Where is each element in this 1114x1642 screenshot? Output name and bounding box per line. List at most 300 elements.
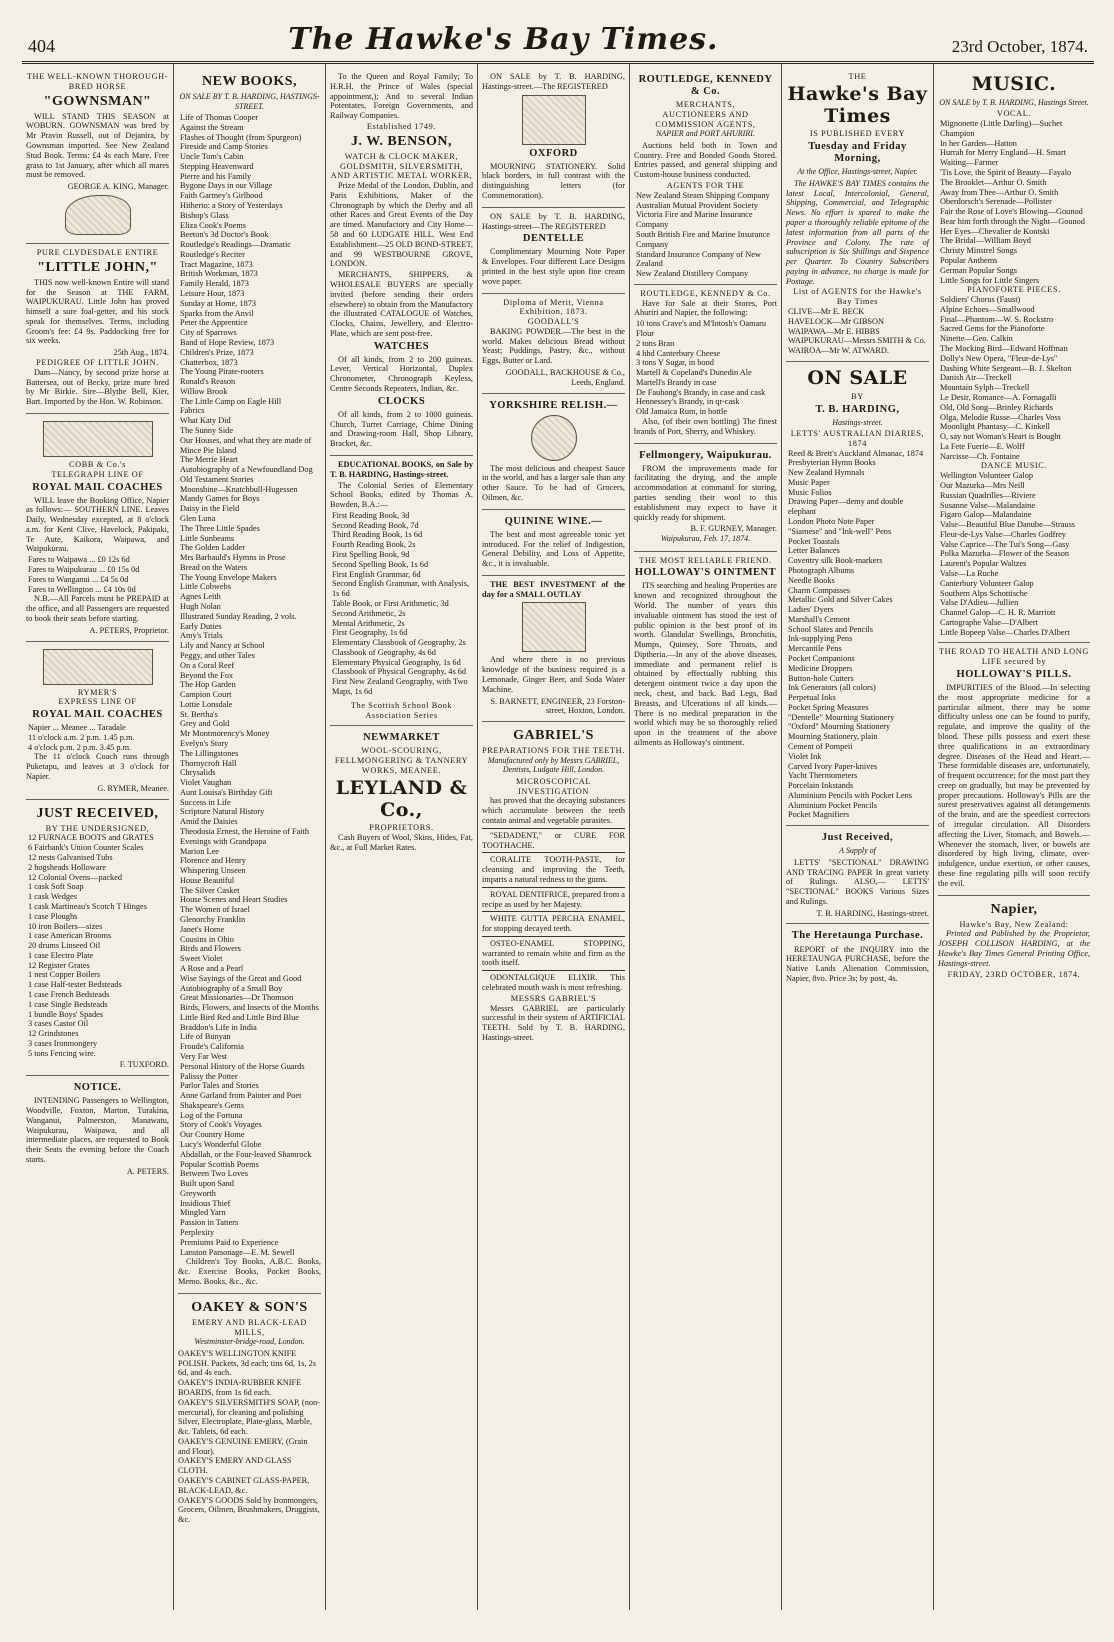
- book-title: Lucy's Wonderful Globe: [180, 1140, 262, 1149]
- gabriel-teeth-ad: [482, 722, 625, 1049]
- cobb-body: WILL leave the Booking Office, Napier as follows:— SOUTHERN LINE. Leaves Daily, Wednesday excepted, at 8 o'clock a.m. for Kent Clive, Havelock, Pakipaki, Te Aute, Kaikora, Waipawa, and Waipukurau.: [26, 495, 169, 554]
- book-title: British Workman, 1873: [180, 269, 258, 279]
- rymer-heading: RYMER'S: [77, 687, 118, 697]
- diploma-line: Diploma of Merit, Vienna Exhibition, 1873.: [503, 297, 604, 317]
- stationery-item: Porcelain Inkstands: [788, 781, 854, 791]
- education-book: Elementary Classbook of Geography, 2s: [332, 638, 466, 648]
- book-title: Ronald's Reason: [180, 377, 236, 387]
- agency-item: South British Fire and Marine Insurance Company: [636, 229, 770, 249]
- received-items: [26, 833, 169, 1058]
- book-title: Chrysalids: [180, 768, 216, 778]
- stationery-item: "Siamese" and "Ink-well" Pens: [788, 526, 892, 536]
- book-title: A Rose and a Pearl: [180, 963, 244, 973]
- little-john-heading: PURE CLYDESDALE ENTIRE: [36, 247, 159, 257]
- received-item: 3 cases Ironmongery: [28, 1038, 98, 1048]
- fellmongery-date: Waipukurau, Feb. 17, 1874.: [660, 534, 751, 544]
- book-title: Sunday at Home, 1873: [180, 298, 257, 308]
- routledge-ad: [634, 68, 777, 285]
- pills-body: IMPURITIES of the Blood.—In selecting the most appropriate medicine for a particular ailment, there may be some difficulty unless one can be found to purify, regulate, and improve the quality of the blood. These pills possess and exert these three qualifications in an extraordinary degree. Diseases of the Head and Heart.—These formidable diseases are, unfortunately, of frequent occurrence; for the most part they creep on gradually, but may be prevented by proper precautions. Holloway's Pills are the surest preservatives against all derangements of the brain, and are the speediest correctors of irregular circulation. All Disorders affecting the Liver, Stomach, and Bowels.—Whenever the stomach, liver, or bowels are disordered by high living, climate, over-indulgence, undue exertion, or other causes, these fine regulating pills will soon rectify the evil.: [938, 683, 1090, 888]
- received-item: 1 case Ploughs: [28, 911, 78, 921]
- dance-list: [938, 471, 1090, 637]
- book-title: Wise Sayings of the Great and Good: [180, 973, 302, 983]
- gutta-item: WHITE GUTTA PERCHA ENAMEL, for stopping decayed teeth.: [482, 914, 625, 934]
- gownsman-name: "GOWNSMAN": [43, 93, 152, 109]
- oakey-product: OAKEY'S INDIA-RUBBER KNIFE BOARDS, from 1s 6d each.: [178, 1378, 302, 1397]
- oakey-product: OAKEY'S SILVERSMITH'S SOAP, (non-mercurial), for cleaning and polishing Silver, Electroplate, Plate-glass, Marble, &c. Tablets, 6d each.: [178, 1397, 320, 1437]
- fellmongery-body: FROM the improvements made for facilitating the drying, and the ample accommodation at command for storing, parties sending their wool to this establishment may expect to have it quickly ready for shipment.: [634, 463, 777, 522]
- holloway-pre: THE MOST RELIABLE FRIEND.: [639, 555, 772, 565]
- book-title: What Katy Did: [180, 416, 231, 426]
- column-5: [630, 64, 782, 1610]
- sale-heading: ROUTLEDGE, KENNEDY & Co.: [640, 288, 771, 298]
- imprint-date: FRIDAY, 23RD OCTOBER, 1874.: [947, 969, 1081, 979]
- book-title: Premiums Paid to Experience: [180, 1237, 279, 1247]
- book-title: Bygone Days in our Village: [180, 181, 273, 191]
- received-item: 20 drums Linseed Oil: [28, 941, 101, 951]
- book-title: Daisy in the Field: [180, 504, 240, 514]
- sale-item: De Fauhong's Brandy, in case and cask: [636, 387, 766, 397]
- cobb-note: N.B.—All Parcels must be PREPAID at the office, and all Passengers are requested to book their seats before starting.: [26, 594, 169, 623]
- piano-piece: Ninette—Geo. Calkin: [940, 334, 1013, 344]
- dance-piece: Figaro Galop—Malandaine: [940, 510, 1032, 520]
- books-list: [178, 113, 321, 1257]
- ginger-heading: THE BEST INVESTMENT of the day for a SMALL OUTLAY: [482, 579, 625, 599]
- piano-piece: Soldiers' Chorus (Faust): [940, 295, 1021, 305]
- oakey-product: OAKEY'S WELLINGTON KNIFE POLISH. Packets, 3d each; tins 6d, 1s, 2s 6d, and 4s each.: [178, 1348, 317, 1378]
- dentelle-name: DENTELLE: [522, 233, 585, 245]
- educational-books-ad: [330, 456, 473, 726]
- stationery-item: Aluminium Pencils with Pocket Lens: [788, 790, 912, 800]
- education-book: Second Spelling Book, 1s 6d: [332, 559, 429, 569]
- piano-list: [938, 295, 1090, 461]
- cobb-coaches-ad: [26, 414, 169, 642]
- dance-piece: Southern Alps Schottische: [940, 588, 1028, 598]
- book-title: Amid the Daisies: [180, 817, 238, 827]
- stationery-item: Music Folios: [788, 487, 832, 497]
- quinine-wine-ad: [482, 510, 625, 576]
- book-title: Life of Thomas Cooper: [180, 112, 258, 122]
- education-book: Second Arithmetic, 2s: [332, 608, 406, 618]
- sale-item: Martell's Brandy in case: [636, 377, 717, 387]
- book-title: Little Cobwebs: [180, 582, 231, 592]
- stationery-item: Pocket Spring Measures: [788, 702, 869, 712]
- agency-list: [634, 191, 777, 279]
- book-title: Against the Stream: [180, 122, 244, 132]
- agent-item: WAIPAWA—Mr E. HIBBS: [788, 326, 880, 336]
- sale-body: Have for Sale at their Stores, Port Ahuriri and Napier, the following:: [634, 298, 777, 318]
- goodall-signature: GOODALL, BACKHOUSE & Co., Leeds, England.: [505, 367, 625, 387]
- timetable-row: 11 o'clock a.m. 2 p.m. 1.45 p.m.: [28, 732, 135, 742]
- notice-heading: NOTICE.: [73, 1082, 122, 1094]
- sale-item: Hennessey's Brandy, in qr-cask: [636, 397, 740, 407]
- piano-piece: La Fete Fuerie—E. Wolff: [940, 441, 1025, 451]
- education-book: First Geography, 1s 6d: [332, 628, 408, 638]
- letts-items: [786, 449, 929, 821]
- book-title: House Beautiful: [180, 875, 235, 885]
- book-title: Marion Lee: [180, 846, 219, 856]
- book-title: Birds, Flowers, and Insects of the Months: [180, 1003, 319, 1013]
- routledge-address: NAPIER and PORT AHURIRI.: [656, 129, 755, 139]
- book-title: Mince Pie Island: [180, 445, 237, 455]
- stationery-item: Metallic Gold and Silver Cakes: [788, 595, 893, 605]
- book-title: Uncle Tom's Cabin: [180, 152, 244, 162]
- paper-body: The HAWKE'S BAY TIMES contains the latest Local, Intercolonial, General, Shipping, Commercial, and Telegraphic News. No effort is spared to make the paper a thoroughly reliable epitome of the latest information from all parts of the Province and Colony. The rate of subscription is Six Shillings and Sixpence per Quarter. To Country Subscribers paying in advance, no charge is made for Postage.: [786, 178, 929, 286]
- book-title: The Sunny Side: [180, 425, 234, 435]
- book-title: Glenorchy Franklin: [180, 915, 246, 925]
- book-title: Evelyn's Story: [180, 738, 229, 748]
- book-title: Lottie Lonsdale: [180, 699, 233, 709]
- piano-piece: Le Desir, Romance—A. Fornagalli: [940, 392, 1057, 402]
- timetable-row: 4 o'clock p.m. 2 p.m. 3.45 p.m.: [28, 742, 132, 752]
- sale-item: Martell & Copeland's Dunedin Ale: [636, 368, 752, 378]
- agency-item: Standard Insurance Company of New Zealand: [636, 249, 761, 269]
- agent-item: WAIROA—Mr W. ATWARD.: [788, 346, 889, 356]
- received-item: 1 cask Wedges: [28, 892, 77, 902]
- sedadent-item: "SEDADENT," or CURE FOR TOOTHACHE.: [482, 830, 625, 850]
- piano-piece: Moonlight Phantasy—C. Kinkell: [940, 422, 1050, 432]
- soda-machine-ad: [482, 576, 625, 722]
- book-title: Cousins in Ohio: [180, 934, 234, 944]
- oakey-product: OAKEY'S GOODS Sold by Ironmongers, Grocers, Oilmen, Brushmakers, Druggists, &c.: [178, 1495, 320, 1525]
- rymer-note: The 11 o'clock Coach runs through Puketapu, and leaves at 3 o'clock for Napier.: [26, 752, 169, 782]
- received-item: 1 case Half-tester Bedsteads: [28, 980, 122, 990]
- book-title: Autobiography of a Small Boy: [180, 983, 283, 993]
- dentelle-heading: ON SALE by T. B. HARDING, Hastings-street—The REGISTERED: [482, 211, 625, 231]
- barnett-signature: S. BARNETT, ENGINEER, 23 Forston-street, Hoxton, London.: [490, 696, 625, 716]
- column-4: [478, 64, 630, 1610]
- imprint-heading: Napier,: [990, 901, 1038, 917]
- book-title: Leisure Hour, 1873: [180, 289, 245, 299]
- stationery-item: Ink Generators (all colors): [788, 683, 876, 693]
- stationery-item: Button-hole Cutters: [788, 673, 854, 683]
- vocal-piece: Mignonette (Little Darling)—Suchet Champion: [940, 119, 1063, 138]
- little-john-name: "LITTLE JOHN,": [37, 259, 158, 275]
- notice-signature: A. PETERS.: [126, 1166, 169, 1176]
- dance-piece: Valse—Beautiful Blue Danube—Strauss: [940, 520, 1076, 530]
- rymer-timetable: [26, 723, 169, 752]
- imprint-sub: Hawke's Bay, New Zealand:: [959, 919, 1069, 929]
- little-john-date: 25th Aug., 1874.: [113, 348, 169, 358]
- book-title: Birds and Flowers: [180, 944, 241, 954]
- received-item: 1 case American Brooms: [28, 931, 112, 941]
- book-title: Mingled Yarn: [180, 1208, 226, 1218]
- book-title: Old Testament Stories: [180, 474, 254, 484]
- book-title: Very Far West: [180, 1051, 228, 1061]
- goodall-baking-ad: [482, 294, 625, 394]
- pills-pre: THE ROAD TO HEALTH AND LONG LIFE secured by: [939, 647, 1089, 667]
- dance-piece: Laurent's Popular Waltzes: [940, 559, 1027, 569]
- newmarket-sub: WOOL-SCOURING, FELLMONGERING & TANNERY WORKS, MEANEE.: [334, 746, 469, 775]
- piano-heading: PIANOFORTE PIECES.: [967, 285, 1061, 295]
- stationery-item: Charm Compasses: [788, 585, 850, 595]
- book-title: Sparks from the Anvil: [180, 308, 254, 318]
- pills-heading: HOLLOWAY'S PILLS.: [956, 669, 1072, 681]
- heretaunga-body: REPORT of the INQUIRY into the HERETAUNGA PURCHASE, before the Native Lands Alienation Commission, Napier, 8vo. Price 3s; by post, 4s.: [786, 944, 929, 983]
- vocal-piece: Oberdorsch's Serenade—Pollister: [940, 197, 1052, 207]
- pedigree-body: Dam—Nancy, by second prize horse at Battersea, out of Becky, prize mare bred by Mr Birkie. Sire—Blythe Bell, Kier, Bart. Imported by the Hon. W. Robinson.: [26, 367, 169, 407]
- book-title: Florence and Henry: [180, 856, 246, 866]
- fare-line: Fares to Wellington ... £4 10s 0d: [28, 584, 136, 594]
- benson-body: Prize Medal of the London, Dublin, and Paris Exhibitions, Maker of the Chronograph by which the Derby and all other Races and Great Events of the Day are timed. Manufactory and City Home—58 and 60 LUDGATE HILL. West End Establishment—25 OLD BOND-STREET, and 99 WESTBOURNE GROVE, LONDON.: [330, 181, 473, 269]
- book-title: Peggy, and other Tales: [180, 650, 255, 660]
- book-title: Thornycroft Hall: [180, 758, 237, 768]
- fare-line: Fares to Wanganui ... £4 5s 0d: [28, 574, 129, 584]
- column-7: [934, 64, 1094, 1610]
- book-title: The Lillingstones: [180, 748, 239, 758]
- book-title: Grey and Gold: [180, 719, 230, 729]
- stationery-item: Pocket Toastals: [788, 536, 840, 546]
- micro-body: has proved that the decaying substances which accumulate between the teeth contain animal and vegetable parasites.: [482, 796, 625, 826]
- holloway-body: ITS searching and healing Properties are known and recognized throughout the World. The number of years this invaluable ointment has stood the test of public opinion is the best proof of its worth. Glandular Swellings, Bronchitis, Mumps, Quinsey, Sore Throats, and Diptheria.—In any of the above diseases, immediate and permanent relief is obtained by effectually rubbing this detergent ointment twice a day upon the neck, chest, and back. Bad Legs, Bad Breasts, and Ulcerations of all kinds.—There is no medical preparation in the world which may be so thoroughly relied upon in the treatment of the above ailments as Holloway's ointment.: [634, 581, 777, 747]
- stationery-item: London Photo Note Paper: [788, 517, 875, 527]
- coralite-item: CORALITE TOOTH-PASTE, for cleansing and improving the Teeth, imparts a natural redness to the gums.: [482, 855, 625, 884]
- vocal-piece: German Popular Songs: [940, 265, 1017, 275]
- piano-piece: Danish Air—Treckell: [940, 373, 1012, 383]
- stationery-item: "Dentelle" Mourning Stationery: [788, 712, 895, 722]
- new-books-ad: [178, 68, 321, 1294]
- stationery-item: "Oxford" Mourning Stationery: [788, 722, 891, 732]
- agency-item: New Zealand Steam Shipping Company: [636, 190, 770, 200]
- piano-piece: O, say not Woman's Heart is Bought: [940, 432, 1061, 442]
- column-3: [326, 64, 478, 1610]
- stationery-item: New Zealand Hymnals: [788, 468, 865, 478]
- book-title: Shakspeare's Gems: [180, 1100, 244, 1110]
- gownsman-body: WILL STAND THIS SEASON at WOBURN. GOWNSMAN was bred by Mr Pravin Russell, out of Dejanira, by Gownsman imported. See New Zealand Stud Book. Terms: £4 4s each Mare. Free grass to 1st January, after which all mares must be removed.: [26, 111, 169, 180]
- book-title: Flashes of Thought (from Spurgeon): [180, 132, 302, 142]
- fellmongery-heading: Fellmongery, Waipukurau.: [639, 449, 772, 461]
- education-body: The Colonial Series of Elementary School Books, edited by Thomas A. Bowden, B.A.:—: [330, 480, 473, 510]
- notice-ad: [26, 1076, 169, 1181]
- book-title: The Women of Israel: [180, 905, 250, 915]
- dance-piece: Wellington Volunteer Galop: [940, 471, 1034, 481]
- book-title: Willow Brook: [180, 386, 228, 396]
- cobb-signature: A. PETERS, Proprietor.: [89, 625, 169, 635]
- fare-line: Fares to Waipawa ... £0 12s 6d: [28, 555, 130, 565]
- book-title: Great Missionaries—Dr Thomson: [180, 993, 294, 1003]
- book-title: Moonshine—Knatchbull-Hugessen: [180, 484, 298, 494]
- stationery-item: Cement of Pompeii: [788, 742, 853, 751]
- stationery-item: Drawing Paper—demy and double elephant: [788, 497, 904, 517]
- oxford-name: OXFORD: [529, 147, 578, 159]
- received-item: 12 FURNACE BOOTS and GRATES: [28, 833, 154, 843]
- book-title: Mr Montmorency's Money: [180, 729, 270, 739]
- piano-piece: Old, Old Song—Brinley Richards: [940, 402, 1053, 412]
- book-title: The Little Camp on Eagle Hill: [180, 396, 282, 406]
- vocal-heading: VOCAL.: [996, 109, 1032, 119]
- sale-item: 3 tons Y Sugar, in bond: [636, 358, 714, 368]
- page-number: 404: [28, 36, 55, 56]
- envelope-engraving-icon: [522, 95, 586, 145]
- oakey-ad: [178, 1294, 321, 1530]
- osteo-item: OSTEO-ENAMEL STOPPING, warranted to remain white and firm as the tooth itself.: [482, 938, 625, 968]
- leyland-body: Cash Buyers of Wool, Skins, Hides, Fat, &c., at Full Market Rates.: [330, 833, 473, 852]
- heretaunga-ad: [786, 924, 929, 989]
- stationery-item: Mourning Stationery, plain: [788, 732, 878, 742]
- stationery-item: School Slates and Pencils: [788, 624, 874, 634]
- little-john-ad: [26, 244, 169, 414]
- book-title: Story of Cook's Voyages: [180, 1120, 262, 1130]
- goodall-body: BAKING POWDER.—The best in the world. Makes delicious Bread without Yeast; Puddings, Pastry, &c., without Eggs, Butter or Lard.: [482, 326, 625, 366]
- book-title: Campion Court: [180, 690, 232, 700]
- education-book: Table Book, or First Arithmetic, 3d: [332, 598, 449, 608]
- agency-item: Australian Mutual Provident Society: [636, 200, 758, 210]
- holloway-heading: HOLLOWAY'S OINTMENT: [634, 567, 777, 579]
- paper-days: Tuesday and Friday Morning,: [808, 141, 907, 165]
- received-sub: A Supply of: [839, 846, 876, 856]
- vocal-piece: Popular Anthems: [940, 256, 998, 265]
- yorkshire-relish-ad: [482, 394, 625, 510]
- dance-piece: Valse—La Ruche: [940, 569, 999, 578]
- agents-list: [786, 307, 929, 356]
- paper-published: IS PUBLISHED EVERY: [809, 129, 906, 139]
- holloway-pills-ad: [938, 643, 1090, 895]
- piano-piece: Narcisse—Ch. Fontaine: [940, 451, 1020, 461]
- gownsman-signature: GEORGE A. KING, Manager.: [67, 182, 169, 192]
- book-title: The Young Pirate-rooters: [180, 367, 264, 377]
- book-title: The Golden Ladder: [180, 543, 245, 553]
- vocal-piece: 'Tis Love, the Spirit of Beauty—Fayalo: [940, 167, 1072, 177]
- dance-piece: Susanne Valse—Malandaine: [940, 500, 1036, 510]
- onsale-heading: ON SALE: [807, 366, 908, 389]
- received-item: 3 cases Castor Oil: [28, 1019, 89, 1029]
- harding-onsale-ad: [786, 362, 929, 826]
- book-title: Success in Life: [180, 797, 231, 807]
- received-item: 1 case French Bedsteads: [28, 989, 110, 999]
- book-title: Anne Garland from Painter and Poet: [180, 1091, 302, 1101]
- vocal-piece: Fair the Rose of Love's Blowing—Gounod: [940, 207, 1083, 217]
- education-book: First Spelling Book, 9d: [332, 550, 410, 560]
- leyland-sub: PROPRIETORS.: [369, 823, 434, 833]
- book-title: The Young Envelope Makers: [180, 572, 277, 582]
- book-title: Mandy Games for Boys: [180, 494, 260, 504]
- harding-signature: T. B. HARDING, Hastings-street.: [816, 908, 929, 918]
- sale-item: Old Jamaica Rum, in bottle: [636, 407, 728, 417]
- received-item: 12 Register Grates: [28, 960, 90, 970]
- received-item: 2 hogsheads Holloware: [28, 862, 106, 872]
- received-item: 12 nests Galvanised Tubs: [28, 853, 113, 863]
- stationery-item: Marshall's Cement: [788, 614, 851, 624]
- routledge-sub2: AUCTIONEERS AND COMMISSION AGENTS,: [655, 109, 756, 129]
- dance-piece: Our Mazurka—Mrs Neill: [940, 480, 1025, 490]
- dentelle-body: Complimentary Mourning Note Paper & Envelopes. Four different Lace Designs printed in the best style upon fine cream wove paper.: [482, 247, 625, 286]
- vocal-piece: Waiting—Farmer: [940, 158, 999, 168]
- imprint: [938, 896, 1090, 985]
- new-books-sub: ON SALE BY T. B. HARDING, HASTINGS-STREET.: [179, 92, 320, 111]
- oxford-body: MOURNING STATIONERY. Solid black borders, in full contrast with the distinguishing letters (for Commemoration).: [482, 161, 625, 200]
- cobb-title: ROYAL MAIL COACHES: [32, 481, 163, 493]
- book-title: The Merrie Heart: [180, 455, 239, 465]
- established-line: Established 1749.: [366, 121, 437, 131]
- book-title: Autobiography of a Newfoundland Dog: [180, 465, 313, 475]
- book-title: Whispering Unseen: [180, 866, 246, 876]
- education-book: Second Reading Book, 7d: [332, 520, 419, 530]
- imprint-body: Printed and Published by the Proprietor, JOSEPH COLLISON HARDING, at the Hawke's Bay Times General Printing Office, Hastings-street.: [938, 929, 1090, 968]
- cobb-subheading: TELEGRAPH LINE OF: [51, 469, 144, 479]
- merchants-body: MERCHANTS, SHIPPERS, & WHOLESALE BUYERS are specially invited (before sending their orders elsewhere) to obtain from the Manufactory the illustrated CATALOGUE of Watches, Clocks, Chains, Jewellery, and Electro-Plate, which are sent post-free.: [330, 270, 473, 338]
- oakey-heading: OAKEY & SON'S: [191, 1299, 308, 1315]
- gownsman-ad: [26, 68, 169, 244]
- tuxford-signature: F. TUXFORD.: [119, 1060, 169, 1070]
- sale-items: [634, 319, 777, 417]
- oakey-product: OAKEY'S CABINET GLASS-PAPER, BLACK-LEAD, &c.: [178, 1475, 310, 1495]
- piano-piece: Dashing White Sergeant—B. J. Skelton: [940, 363, 1072, 373]
- newspaper-title: The Hawke's Bay Times.: [288, 26, 719, 57]
- book-title: Glen Luna: [180, 514, 216, 523]
- book-title: City of Sparrows: [180, 328, 237, 338]
- vocal-piece: Little Songs for Little Singers: [940, 275, 1040, 285]
- benson-heading: J. W. BENSON,: [350, 133, 453, 149]
- book-title: Built upon Sand: [180, 1179, 234, 1189]
- book-title: On a Coral Reef: [180, 660, 235, 670]
- received-item: 1 nest Copper Boilers: [28, 970, 101, 980]
- book-title: Illustrated Sunday Reading, 2 vols.: [180, 611, 297, 621]
- stationery-item: Music Paper: [788, 477, 830, 487]
- cobb-fares: [26, 555, 169, 594]
- book-title: Life of Bunyan: [180, 1032, 231, 1042]
- dance-piece: Valse Caprice—The Tui's Song—Gasy: [940, 539, 1070, 549]
- books-footer: Children's Toy Books, A.B.C. Books, &c. Exercise Books, Pocket Books, Memo. Books, &c., &c.: [178, 1257, 321, 1286]
- paper-the: THE: [848, 72, 867, 81]
- education-book: Classbook of Physical Geography, 4s 6d: [332, 667, 467, 677]
- education-book: Second English Grammar, with Analysis, 1s 6d: [332, 579, 470, 599]
- dentifrice-item: ROYAL DENTIFRICE, prepared from a recipe as used by her Majesty.: [482, 889, 625, 909]
- sale-item: 2 tons Bran: [636, 338, 675, 348]
- timetable-row: Napier ... Meanee ... Taradale: [28, 723, 126, 733]
- book-title: Personal History of the Horse Guards: [180, 1061, 305, 1071]
- column-1: [22, 64, 174, 1610]
- little-john-body: THIS now well-known Entire will stand for the Season at THE FARM, WAIPUKURAU. Little John has proved himself a sure foal-getter, and his stock speak for themselves. Terms, including Groom's fee: £4 9s. Paddocking free for six weeks.: [26, 277, 169, 346]
- agency-item: Victoria Fire and Marine Insurance Company: [636, 210, 753, 230]
- paper-office: At the Office, Hastings-street, Napier.: [797, 167, 918, 177]
- oxford-heading: ON SALE by T. B. HARDING, Hastings-street.—The REGISTERED: [482, 72, 625, 91]
- book-title: Beeton's 3d Doctor's Book: [180, 230, 269, 240]
- oakey-sub: EMERY AND BLACK-LEAD MILLS,: [192, 1317, 307, 1337]
- book-title: Mrs Barbauld's Hymns in Prose: [180, 553, 286, 563]
- oakey-items: [178, 1349, 321, 1525]
- book-title: Insidious Thief: [180, 1198, 231, 1208]
- book-title: Tract Magazine, 1873: [180, 259, 253, 269]
- education-book: Elementary Physical Geography, 1s 6d: [332, 657, 461, 667]
- machine-engraving-icon: [522, 602, 586, 652]
- fellmongery-ad: [634, 444, 777, 552]
- book-title: St. Bertha's: [180, 709, 218, 719]
- just-received-heading: JUST RECEIVED,: [36, 805, 159, 821]
- received-item: 12 Colonial Ovens—packed: [28, 872, 123, 882]
- newspaper-page: [22, 26, 1094, 1626]
- book-title: Early Duties: [180, 621, 222, 631]
- gownsman-heading: THE WELL-KNOWN THOROUGH-BRED HORSE: [26, 72, 169, 91]
- received-item: 10 iron Boilers—sizes: [28, 921, 103, 931]
- oakey-product: OAKEY'S EMERY AND GLASS CLOTH.: [178, 1456, 292, 1476]
- ginger-body: And where there is no previous knowledge of the business required is a Lemonade, Ginger Beer, and Soda Water Machine.: [482, 655, 625, 694]
- coach-engraving-icon: [43, 421, 153, 457]
- clocks-heading: CLOCKS: [377, 395, 426, 407]
- gabriel-sub: PREPARATIONS FOR THE TEETH.: [482, 746, 625, 756]
- book-title: The Hop Garden: [180, 680, 236, 690]
- book-title: Palissy the Potter: [180, 1071, 238, 1081]
- masthead: [22, 26, 1094, 64]
- book-title: Violet Vaughan: [180, 778, 232, 788]
- dentelle-stationery-ad: [482, 208, 625, 294]
- routledge-sale-ad: [634, 285, 777, 444]
- book-title: Log of the Fortuna: [180, 1110, 243, 1120]
- book-title: Braddon's Life in India: [180, 1022, 257, 1032]
- gabriel-heading: GABRIEL'S: [513, 728, 594, 744]
- stationery-item: Yacht Thermometers: [788, 771, 858, 781]
- book-title: Fireside and Camp Stories: [180, 142, 268, 152]
- music-heading: MUSIC.: [971, 73, 1057, 95]
- horse-engraving-icon: [65, 195, 131, 235]
